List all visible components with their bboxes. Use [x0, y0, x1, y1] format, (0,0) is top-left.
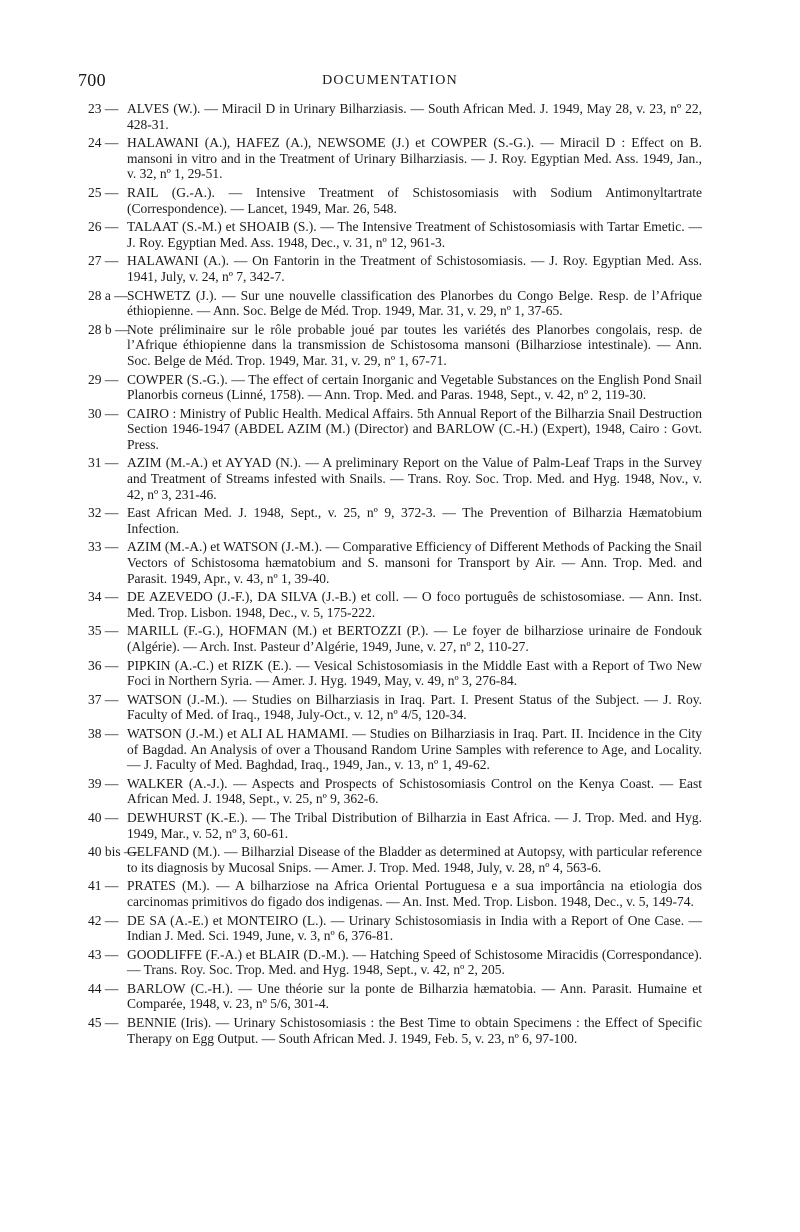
bibliography-entry-26 — [88, 219, 702, 250]
entry-text: WATSON (J.-M.) et ALI AL HAMAMI. — Studies on Bilharziasis in Iraq. Part. II. Incidence in the City of Bagdad. An Analysis of over a Thousand Random Urine Samples with reference to Age, and Locality. — J. Faculty of Med. Baghdad, Iraq., 1949, Jan., v. 13, nº 1, 49-62. — [127, 725, 702, 773]
bibliography-entry-39 — [88, 776, 702, 807]
entry-number: 42 — — [88, 912, 119, 928]
entry-number: 30 — — [88, 405, 119, 421]
entry-text: AZIM (M.-A.) et AYYAD (N.). — A preliminary Report on the Value of Palm-Leaf Traps in the Survey and Treatment of Streams infested with Snails. — Trans. Roy. Soc. Trop. Med. and Hyg. 1948, Nov., v. 42, nº 3, 231-46. — [127, 455, 702, 502]
entry-text: BENNIE (Iris). — Urinary Schistosomiasis : the Best Time to obtain Specimens : the Effect of Specific Therapy on Egg Output. — South African Med. J. 1949, Feb. 5, v. 23, nº 6, 97-100. — [127, 1015, 702, 1046]
page-number: 700 — [78, 70, 106, 90]
bibliography-entry-33 — [88, 539, 702, 586]
bibliography-entry-31 — [88, 455, 702, 502]
bibliography-entry-37 — [88, 692, 702, 723]
entry-number: 26 — — [88, 219, 119, 235]
entry-text: DE SA (A.-E.) et MONTEIRO (L.). — Urinary Schistosomiasis in India with a Report of One Case. — Indian J. Med. Sci. 1949, June, v. 3, nº 6, 376-81. — [127, 912, 702, 944]
bibliography-entry-38 — [88, 726, 702, 773]
entry-text: BARLOW (C.-H.). — Une théorie sur la ponte de Bilharzia hæmatobia. — Ann. Parasit. Humaine et Comparée, 1948, v. 23, nº 5/6, 301-4. — [127, 980, 702, 1012]
bibliography-entry-41 — [88, 878, 702, 909]
entry-text: PRATES (M.). — A bilharziose na Africa Oriental Portuguesa e a sua importância na etiologia dos carcinomas primitivos do figado dos indigenas. — An. Inst. Med. Trop. Lisbon. 1948, Dec., v. 5, 149-74. — [127, 878, 702, 909]
entry-number: 44 — — [88, 980, 119, 996]
bibliography-entry-42 — [88, 913, 702, 944]
entry-text: COWPER (S.-G.). — The effect of certain Inorganic and Vegetable Substances on the English Pond Snail Planorbis corneus (Linné, 1758). — Ann. Trop. Med. and Paras. 1948, Sept., v. 42, nº 2, 119-30. — [127, 371, 702, 403]
bibliography-entry-23 — [88, 101, 702, 132]
entry-number: 38 — — [88, 725, 119, 741]
entry-number: 40 bis — — [88, 844, 138, 860]
entry-number: 37 — — [88, 691, 119, 707]
bibliography-entry-27 — [88, 253, 702, 284]
entry-number: 45 — — [88, 1015, 119, 1031]
bibliography-entry-40 — [88, 810, 702, 841]
entry-text: PIPKIN (A.-C.) et RIZK (E.). — Vesical Schistosomiasis in the Middle East with a Report of Two New Foci in Northern Syria. — Amer. J. Hyg. 1949, May, v. 49, nº 3, 276-84. — [127, 657, 702, 689]
bibliography-entry-35 — [88, 623, 702, 654]
entry-text: MARILL (F.-G.), HOFMAN (M.) et BERTOZZI (P.). — Le foyer de bilharziose urinaire de Fondouk (Algérie). — Arch. Inst. Pasteur d’Algérie, 1949, June, v. 27, nº 2, 110-27. — [127, 623, 702, 654]
entry-text: DE AZEVEDO (J.-F.), DA SILVA (J.-B.) et coll. — O foco português de schistosomiase. — Ann. Inst. Med. Trop. Lisbon. 1948, Dec., v. 5, 175-222. — [127, 589, 702, 620]
bibliography-entry-34 — [88, 589, 702, 620]
page-header — [78, 70, 702, 96]
entry-text: CAIRO : Ministry of Public Health. Medical Affairs. 5th Annual Report of the Bilharzia Snail Destruction Section 1946-1947 (ABDEL AZIM (M.) (Director) and BARLOW (C.-H.) (Expert), 1948, Cairo : Govt. Press. — [127, 405, 702, 452]
entry-text: DEWHURST (K.-E.). — The Tribal Distribution of Bilharzia in East Africa. — J. Trop. Med. and Hyg. 1949, Mar., v. 52, nº 3, 60-61. — [127, 809, 702, 841]
entry-text: GELFAND (M.). — Bilharzial Disease of the Bladder as determined at Autopsy, with particular reference to its diagnosis by Mucosal Snips. — Amer. J. Trop. Med. 1948, July, v. 28, nº 4, 563-6. — [127, 844, 702, 875]
entry-text: TALAAT (S.-M.) et SHOAIB (S.). — The Intensive Treatment of Schistosomiasis with Tartar Emetic. — J. Roy. Egyptian Med. Ass. 1948, Dec., v. 31, nº 12, 961-3. — [127, 219, 702, 250]
entry-number: 32 — — [88, 505, 119, 521]
bibliography-entry-25 — [88, 185, 702, 216]
bibliography-entry-40bis — [88, 844, 702, 875]
entry-text: SCHWETZ (J.). — Sur une nouvelle classification des Planorbes du Congo Belge. Resp. de l’Afrique éthiopienne. — Ann. Soc. Belge de Méd. Trop. 1949, Mar. 31, v. 29, nº 1, 37-65. — [127, 287, 702, 319]
bibliography-entry-32 — [88, 505, 702, 536]
bibliography-entry-36 — [88, 658, 702, 689]
entry-number: 36 — — [88, 657, 119, 673]
bibliography-entry-24 — [88, 135, 702, 182]
bibliography-entry-45 — [88, 1015, 702, 1046]
bibliography-list — [88, 101, 702, 1049]
entry-text: WATSON (J.-M.). — Studies on Bilharziasis in Iraq. Part. I. Present Status of the Subject. — J. Roy. Faculty of Med. of Iraq., 1948, July-Oct., v. 12, nº 4/5, 120-34. — [127, 691, 702, 723]
bibliography-entry-30 — [88, 406, 702, 453]
bibliography-entry-29 — [88, 372, 702, 403]
bibliography-entry-28b — [88, 322, 702, 369]
entry-text: East African Med. J. 1948, Sept., v. 25, nº 9, 372-3. — The Prevention of Bilharzia Hæmatobium Infection. — [127, 505, 702, 536]
entry-text: RAIL (G.-A.). — Intensive Treatment of Schistosomiasis with Sodium Antimonyltartrate (Correspondence). — Lancet, 1949, Mar. 26, 548. — [127, 184, 702, 216]
entry-number: 29 — — [88, 371, 119, 387]
entry-text: HALAWANI (A.), HAFEZ (A.), NEWSOME (J.) et COWPER (S.-G.). — Miracil D : Effect on B. mansoni in vitro and in the Treatment of Urinary Bilharziasis. — J. Roy. Egyptian Med. Ass. 1949, Jan., v. 32, nº 1, 29-51. — [127, 135, 702, 182]
entry-number: 35 — — [88, 623, 119, 639]
entry-number: 39 — — [88, 775, 119, 791]
bibliography-entry-44 — [88, 981, 702, 1012]
entry-text: ALVES (W.). — Miracil D in Urinary Bilharziasis. — South African Med. J. 1949, May 28, v. 23, nº 22, 428-31. — [127, 101, 702, 132]
entry-text: AZIM (M.-A.) et WATSON (J.-M.). — Comparative Efficiency of Different Methods of Packing the Snail Vectors of Schistosoma hæmatobium and S. mansoni for Transport by Air. — Ann. Trop. Med. and Parasit. 1949, Apr., v. 43, nº 1, 39-40. — [127, 539, 702, 586]
entry-number: 33 — — [88, 539, 119, 555]
entry-text: GOODLIFFE (F.-A.) et BLAIR (D.-M.). — Hatching Speed of Schistosome Miracidis (Correspondance). — Trans. Roy. Soc. Trop. Med. and Hyg. 1948, Sept., v. 42, nº 2, 205. — [127, 946, 702, 978]
entry-number: 40 — — [88, 809, 119, 825]
entry-number: 27 — — [88, 253, 119, 269]
entry-number: 41 — — [88, 878, 119, 894]
entry-number: 24 — — [88, 135, 119, 151]
running-head: DOCUMENTATION — [322, 73, 458, 88]
entry-number: 31 — — [88, 455, 119, 471]
entry-number: 43 — — [88, 946, 119, 962]
entry-number: 23 — — [88, 101, 119, 116]
entry-number: 25 — — [88, 184, 119, 200]
entry-text: Note préliminaire sur le rôle probable joué par toutes les variétés des Planorbes congolais, resp. de l’Afrique éthiopienne dans la transmission de Schistosoma mansoni (Bilharziose intestinale). — Ann. Soc. Belge de Méd. Trop. 1949, Mar. 31, v. 29, nº 1, 67-71. — [127, 321, 702, 368]
entry-number: 34 — — [88, 589, 119, 605]
bibliography-entry-43 — [88, 947, 702, 978]
entry-text: HALAWANI (A.). — On Fantorin in the Treatment of Schistosomiasis. — J. Roy. Egyptian Med. Ass. 1941, July, v. 24, nº 7, 342-7. — [127, 253, 702, 284]
entry-number: 28 b — — [88, 321, 129, 337]
entry-text: WALKER (A.-J.). — Aspects and Prospects of Schistosomiasis Control on the Kenya Coast. — East African Med. J. 1948, Sept., v. 25, nº 9, 362-6. — [127, 775, 702, 807]
entry-number: 28 a — — [88, 287, 128, 303]
bibliography-entry-28a — [88, 288, 702, 319]
